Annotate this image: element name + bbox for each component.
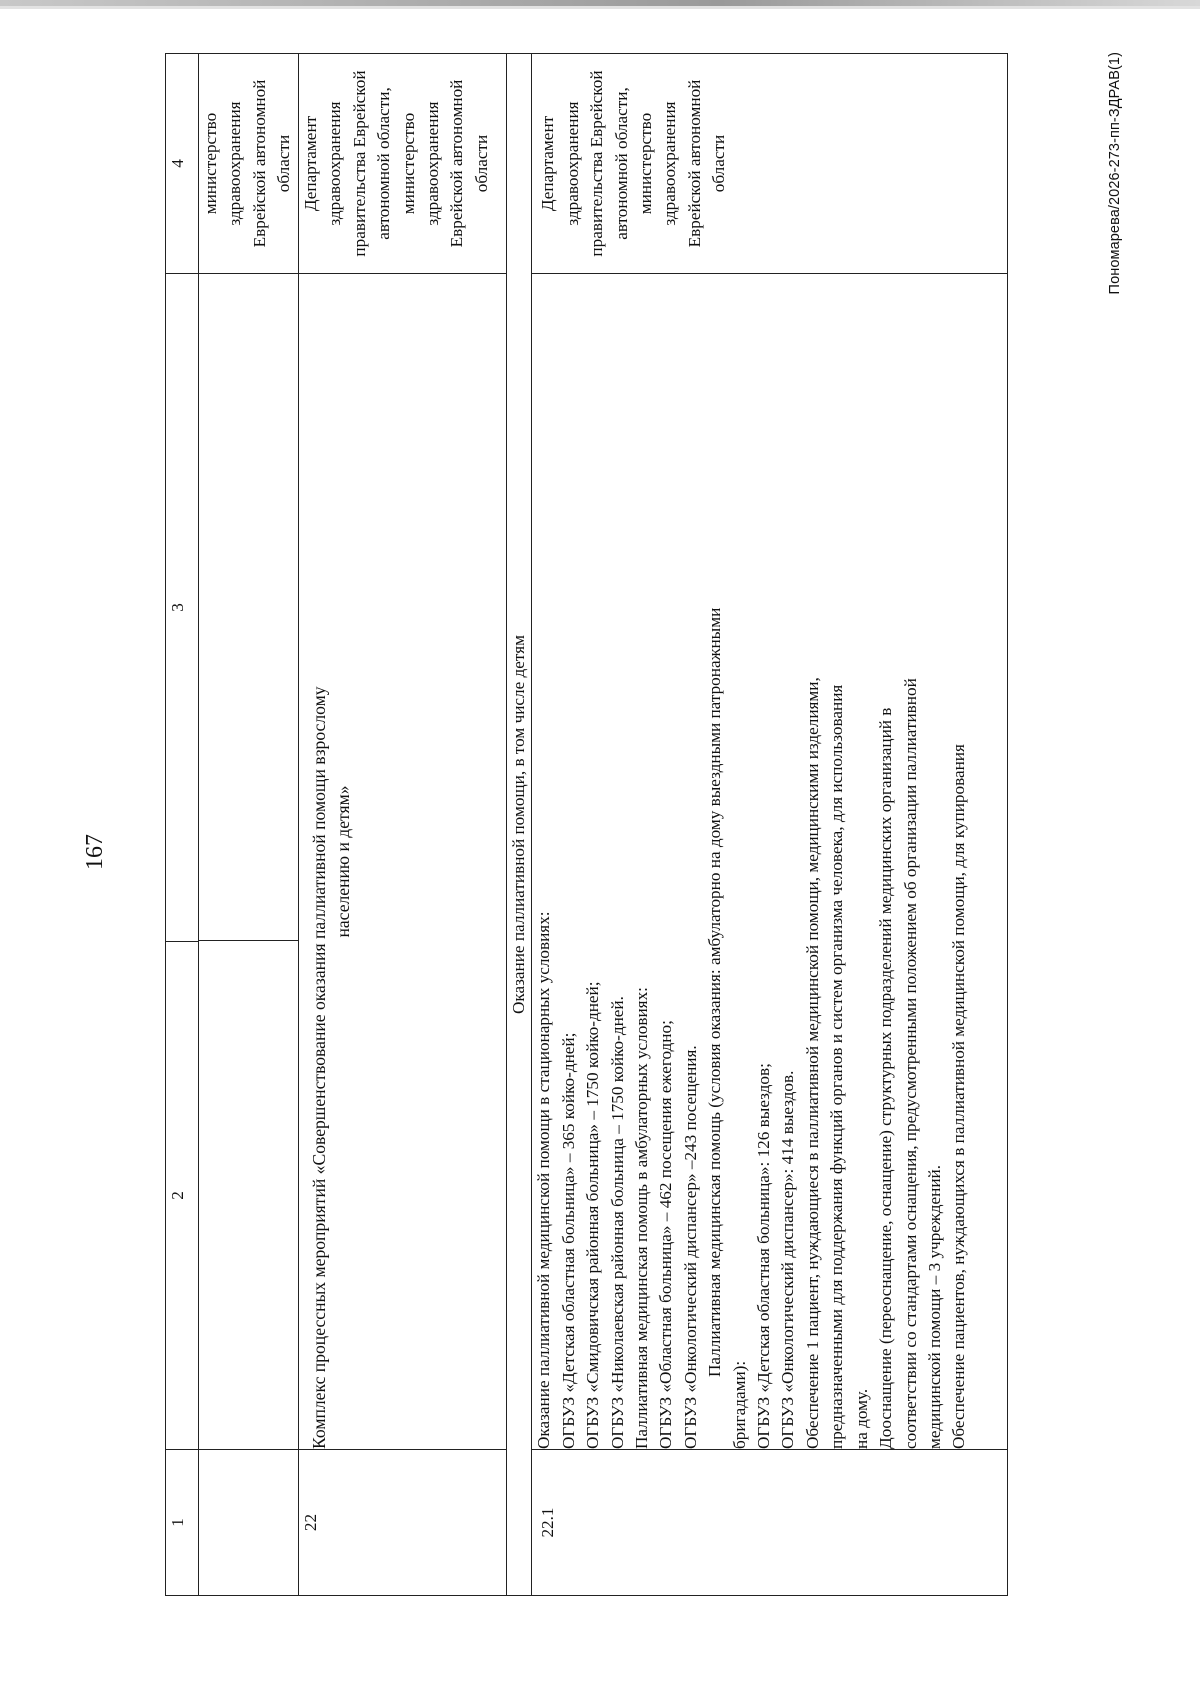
description-line: Обеспечение пациентов, нуждающихся в паллиативной медицинской помощи, для купирования: [949, 744, 969, 1449]
table-row: [199, 54, 299, 1596]
description-line: ОГБУЗ «Детская областная больница» – 365 койко-дней;: [558, 1032, 578, 1449]
org-line: Департамент: [301, 115, 320, 212]
header-col-2: 2: [166, 942, 199, 1450]
org-line: области: [471, 134, 491, 193]
responsible-org-cell: [199, 54, 299, 274]
activities-table: [165, 53, 1008, 1596]
description-line: Оказание паллиативной медицинской помощи в стационарных условиях:: [534, 911, 554, 1449]
org-line: здравоохранения: [562, 101, 582, 226]
description-line: бригадами):: [729, 1360, 749, 1449]
header-row: [166, 54, 199, 1596]
document-code: Пономарева/2026-273-пп-ЗДРАВ(1): [1107, 52, 1123, 295]
description-line: ОГБУЗ «Онкологический диспансер» –243 посещения.: [680, 1045, 700, 1449]
org-line: здравоохранения: [660, 101, 680, 226]
section-title: Оказание паллиативной помощи, в том числе детям: [507, 54, 532, 1596]
row-number: 22.1: [532, 1450, 1008, 1596]
org-line: Департамент: [538, 115, 558, 212]
description-line: соответствии со стандартами оснащения, предусмотренными положением об организации паллиативной: [900, 678, 920, 1449]
description-line: ОГБУЗ «Областная больница» – 462 посещения ежегодно;: [656, 1020, 676, 1449]
description-line: Дооснащение (переоснащение, оснащение) структурных подразделений медицинских организаций в: [876, 707, 896, 1449]
org-line: Еврейской автономной: [249, 79, 269, 248]
description-line: предназначенными для поддержания функций органов и систем организма человека, для использования: [827, 684, 847, 1449]
org-line: правительства Еврейской: [587, 70, 607, 257]
header-col-4: 4: [166, 54, 199, 274]
org-line: Еврейской автономной: [684, 79, 704, 248]
table-row: [532, 54, 1008, 1596]
org-line: автономной области,: [374, 87, 394, 240]
row-number: 22: [299, 1450, 507, 1596]
program-title-line: населению и детям»: [333, 785, 354, 938]
description-line: на дому.: [851, 1388, 871, 1449]
org-line: Еврейской автономной: [447, 79, 467, 248]
org-line: автономной области,: [611, 87, 631, 240]
description-line: ОГБУЗ «Онкологический диспансер»: 414 выездов.: [778, 1070, 798, 1449]
org-line: министерство: [398, 112, 418, 215]
program-title-line: Комплекс процессных мероприятий «Совершенствование оказания паллиативной помощи взрослому: [309, 686, 329, 1449]
description-line: медицинской помощи – 3 учреждений.: [924, 1164, 944, 1449]
org-line: здравоохранения: [325, 101, 345, 226]
org-line: министерство: [201, 112, 220, 215]
org-line: министерство: [636, 112, 656, 215]
header-col-1: 1: [166, 1450, 199, 1596]
activity-description-cell: [532, 274, 1008, 1450]
description-line: Обеспечение 1 пациент, нуждающиеся в паллиативной медицинской помощи, медицинскими изделиями,: [802, 677, 822, 1449]
responsible-org-cell: [299, 54, 507, 274]
org-line: правительства Еврейской: [349, 70, 369, 257]
section-row: [507, 54, 532, 1596]
page-number: 167: [82, 834, 108, 870]
program-title-cell: [299, 274, 507, 1450]
org-line: здравоохранения: [225, 101, 245, 226]
description-line: ОГБУЗ «Николаевская районная больница – 1750 койко-дней.: [607, 996, 627, 1449]
empty-text-cell: [199, 274, 299, 1450]
org-line: области: [274, 134, 294, 193]
header-col-3: 3: [166, 274, 199, 942]
org-line: области: [709, 134, 729, 193]
org-line: здравоохранения: [423, 101, 443, 226]
description-line: Паллиативная медицинская помощь (условия оказания: амбулаторно на дому выездными патронажными: [705, 607, 725, 1377]
responsible-org-cell: [532, 54, 1008, 274]
table-row: [299, 54, 507, 1596]
description-line: Паллиативная медицинская помощь в амбулаторных условиях:: [632, 987, 652, 1449]
description-line: ОГБУЗ «Детская областная больница»: 126 выездов;: [754, 1063, 774, 1449]
row-number-cell: [199, 1450, 299, 1596]
description-line: ОГБУЗ «Смидовичская районная больница» – 1750 койко-дней;: [583, 981, 603, 1449]
